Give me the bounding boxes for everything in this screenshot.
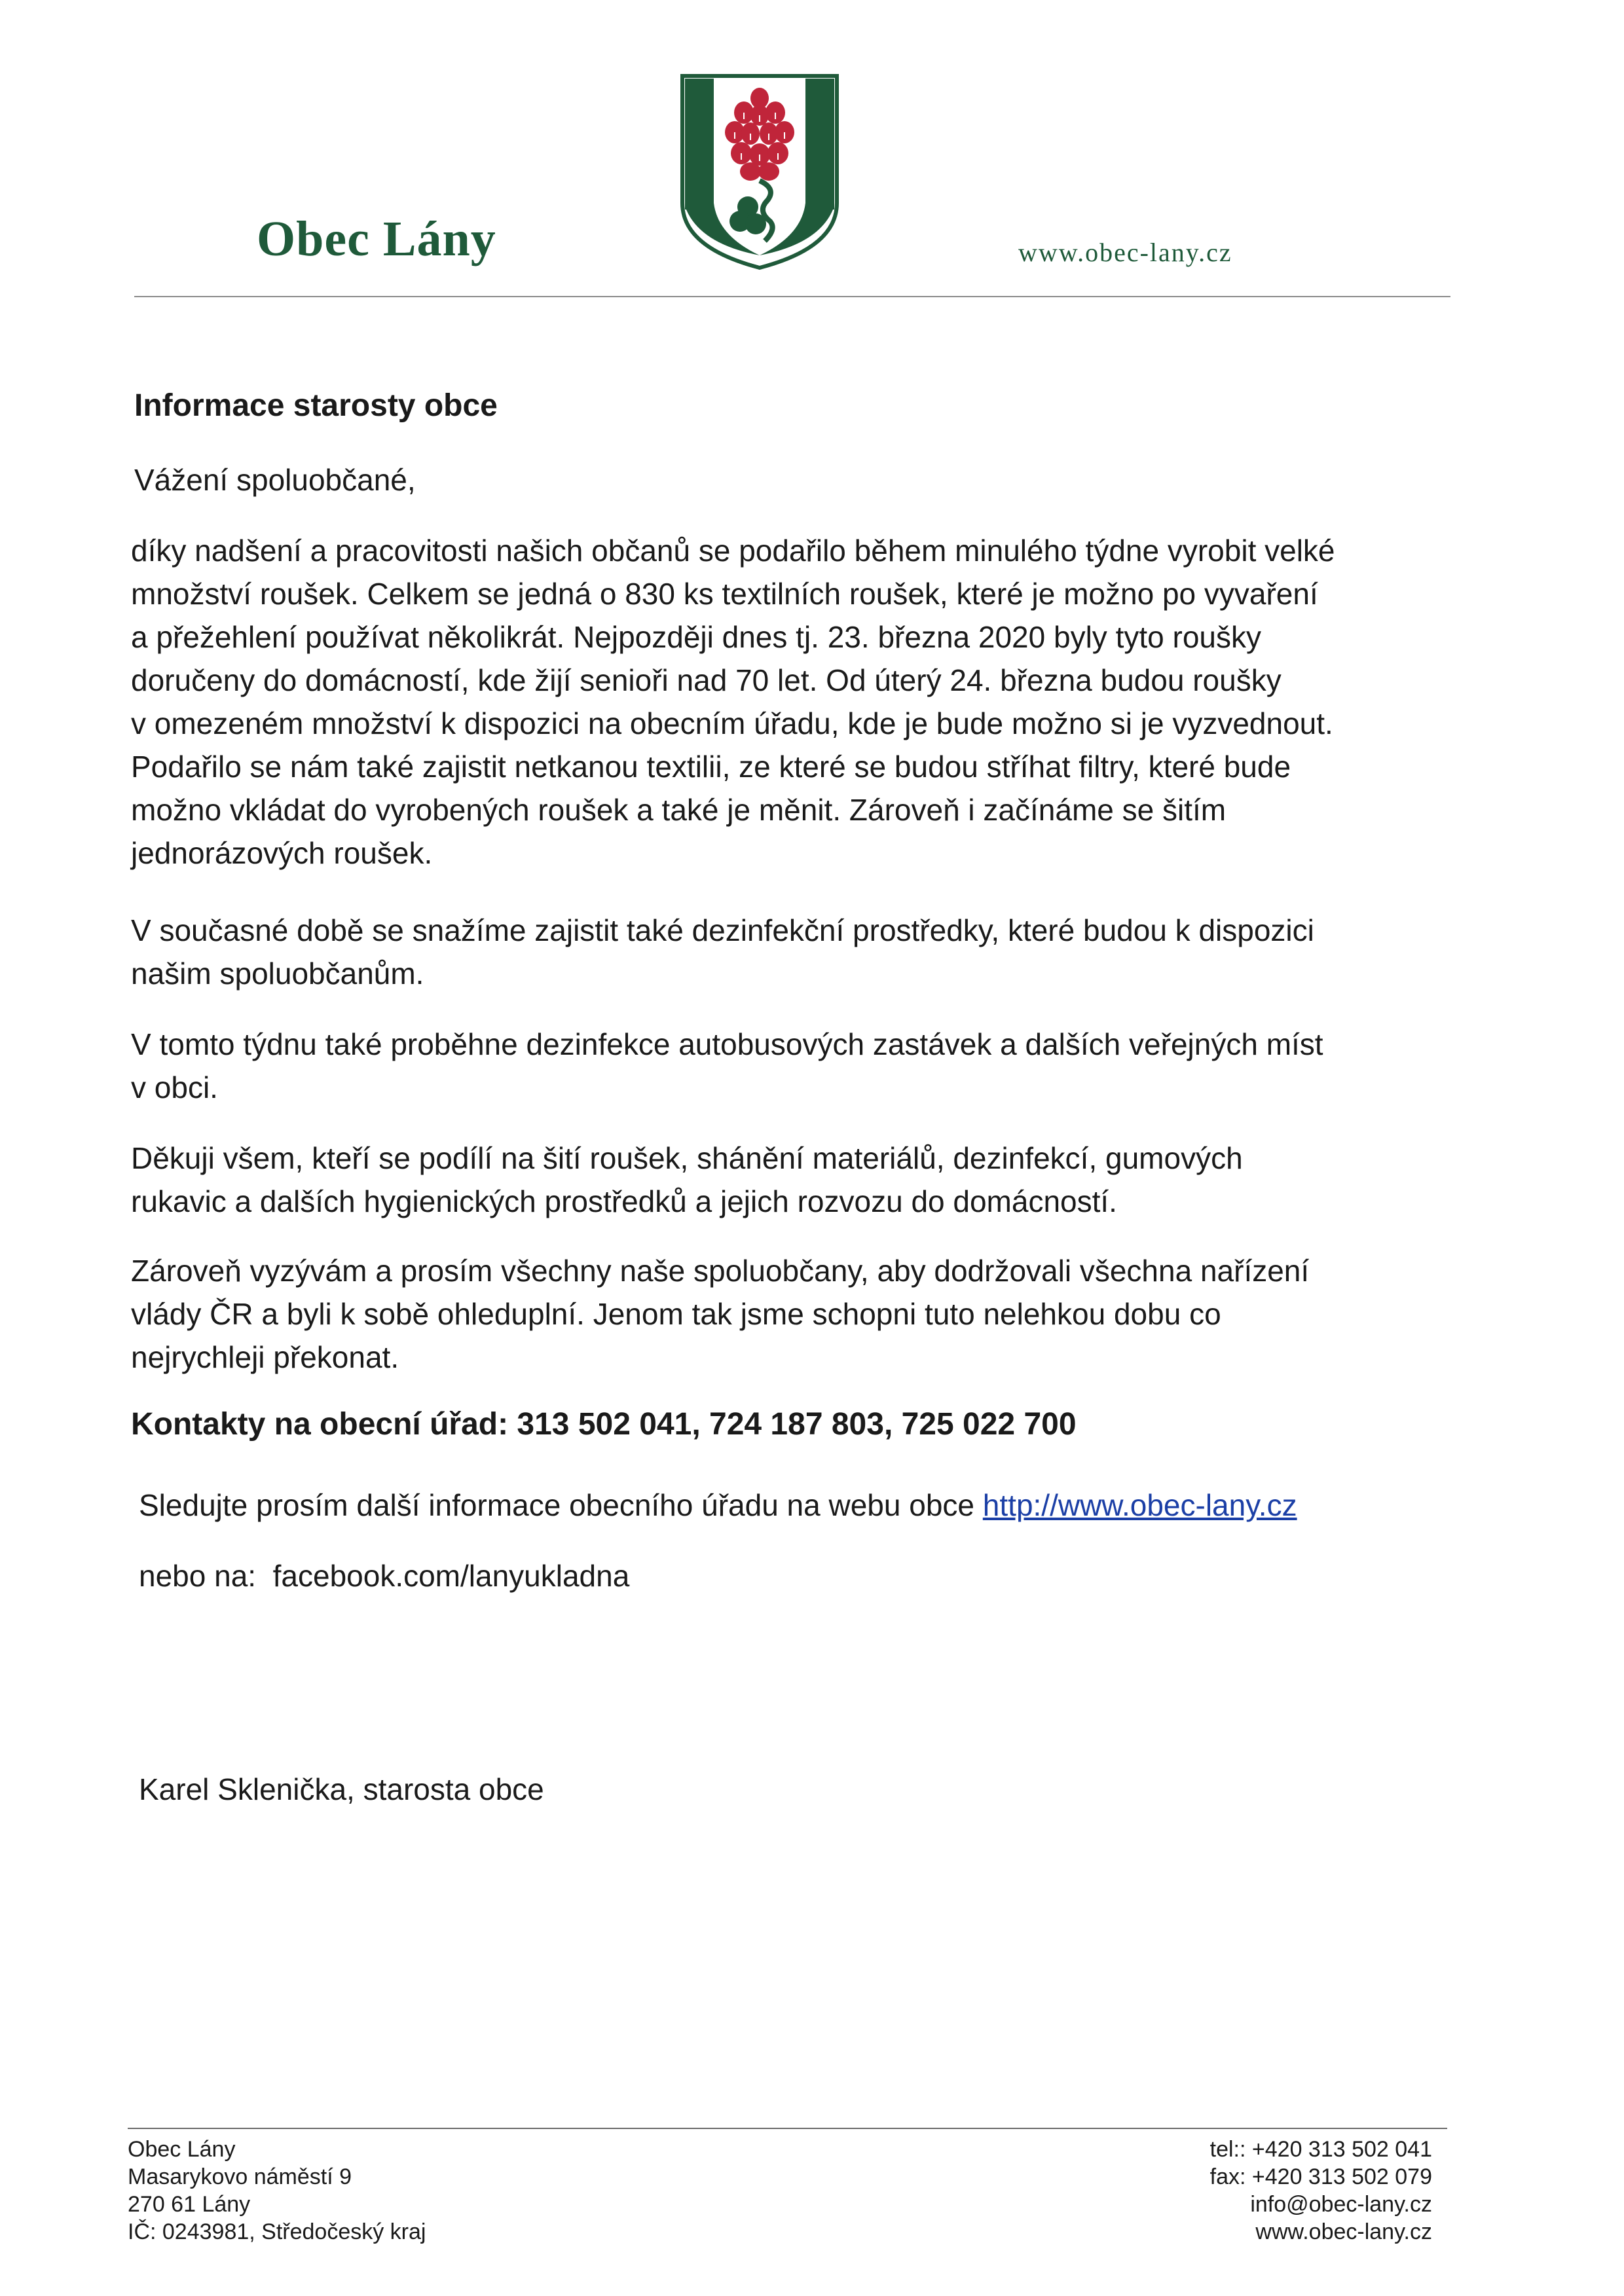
paragraph-line: díky nadšení a pracovitosti našich občanů se podařilo během minulého týdne vyrobit velké <box>131 534 1335 568</box>
website-header: www.obec-lany.cz <box>1018 238 1232 267</box>
paragraph-line: Děkuji všem, kteří se podílí na šití roušek, shánění materiálů, dezinfekcí, gumových <box>131 1141 1243 1175</box>
paragraph <box>131 1023 1467 1109</box>
footer-address <box>128 2136 426 2246</box>
paragraph <box>131 909 1467 995</box>
paragraph-line: doručeny do domácností, kde žijí senioři nad 70 let. Od úterý 24. března budou roušky <box>131 663 1282 697</box>
footer-divider <box>128 2128 1447 2129</box>
paragraph-line: V současné době se snažíme zajistit také dezinfekční prostředky, které budou k dispozici <box>131 913 1314 947</box>
header-divider <box>134 296 1450 297</box>
footer-line: info@obec-lany.cz <box>1250 2192 1432 2217</box>
paragraph-line: Podařilo se nám také zajistit netkanou textilii, ze které se budou stříhat filtry, které bude <box>131 750 1291 784</box>
paragraph <box>131 1249 1467 1379</box>
clover-crest-icon <box>678 72 841 272</box>
paragraph-line: v omezeném množství k dispozici na obecním úřadu, kde je bude možno si je vyzvednout. <box>131 706 1333 740</box>
footer-line: Masarykovo náměstí 9 <box>128 2164 352 2189</box>
paragraph-line: možno vkládat do vyrobených roušek a také je měnit. Zároveň i začínáme se šitím <box>131 793 1227 827</box>
footer-line: Obec Lány <box>128 2137 236 2162</box>
footer-line: www.obec-lany.cz <box>1255 2219 1432 2244</box>
footer-contact <box>1210 2136 1432 2246</box>
website-link[interactable]: http://www.obec-lany.cz <box>982 1488 1297 1522</box>
paragraph-line: vlády ČR a byli k sobě ohleduplní. Jenom tak jsme schopni tuto nelehkou dobu co <box>131 1297 1221 1331</box>
paragraph-line: rukavic a dalších hygienických prostředků a jejich rozvozu do domácností. <box>131 1184 1117 1218</box>
follow-line <box>139 1484 1297 1527</box>
paragraph-line: Zároveň vyzývám a prosím všechny naše spoluobčany, aby dodržovali všechna nařízení <box>131 1254 1310 1288</box>
paragraph-line: nejrychleji překonat. <box>131 1340 399 1374</box>
footer-line: IČ: 0243981, Středočeský kraj <box>128 2219 426 2244</box>
paragraph-line: našim spoluobčanům. <box>131 957 424 991</box>
facebook-line: nebo na: facebook.com/lanyukladna <box>139 1559 630 1593</box>
follow-text: Sledujte prosím další informace obecního úřadu na webu obce <box>139 1488 983 1522</box>
footer-line: 270 61 Lány <box>128 2192 251 2217</box>
paragraph <box>131 1137 1467 1223</box>
paragraph-line: a přežehlení používat několikrát. Nejpozději dnes tj. 23. března 2020 byly tyto roušky <box>131 620 1261 654</box>
footer-line: tel:: +420 313 502 041 <box>1209 2137 1432 2162</box>
paragraph-line: V tomto týdnu také proběhne dezinfekce autobusových zastávek a dalších veřejných míst <box>131 1027 1323 1061</box>
paragraph <box>131 529 1467 875</box>
greeting: Vážení spoluobčané, <box>134 463 416 497</box>
municipality-name: Obec Lány <box>257 211 496 266</box>
paragraph-line: množství roušek. Celkem se jedná o 830 ks textilních roušek, které je možno po vyvaření <box>131 577 1318 611</box>
paragraph-line: v obci. <box>131 1070 218 1104</box>
signature: Karel Sklenička, starosta obce <box>139 1772 544 1806</box>
office-contacts: Kontakty na obecní úřad: 313 502 041, 724 187 803, 725 022 700 <box>131 1407 1077 1442</box>
letter-heading: Informace starosty obce <box>134 388 498 423</box>
footer-line: fax: +420 313 502 079 <box>1209 2164 1432 2189</box>
paragraph-line: jednorázových roušek. <box>131 836 433 870</box>
